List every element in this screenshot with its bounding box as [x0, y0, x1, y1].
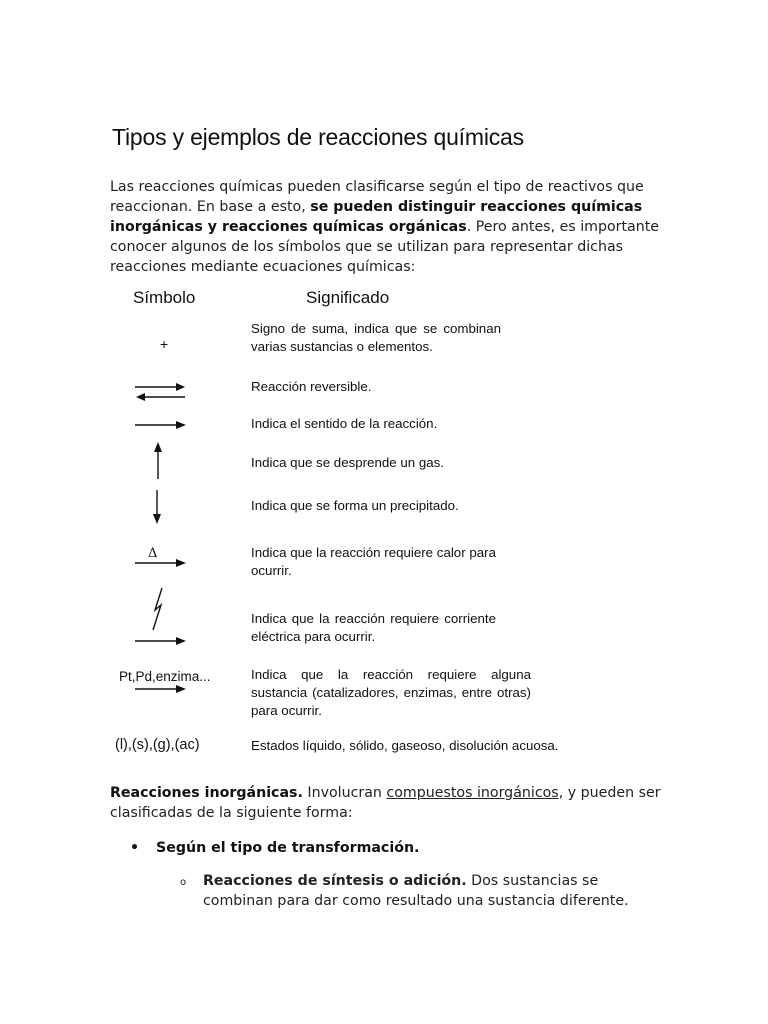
bullet-text: Según el tipo de transformación.	[156, 840, 420, 856]
intro-text: Las reacciones químicas pueden clasificarse según el tipo de reactivos que reaccionan. En base a esto,	[110, 179, 644, 215]
meaning-gas: Indica que se desprende un gas.	[251, 455, 444, 470]
electric-arrow-icon	[135, 637, 186, 645]
bullet-marker: •	[130, 840, 140, 856]
meaning-plus: Signo de suma, indica que se combinan varias sustancias o elementos.	[251, 321, 501, 354]
up-arrow-icon	[154, 442, 162, 479]
meaning-heat: Indica que la reacción requiere calor para ocurrir.	[251, 545, 496, 578]
inorganic-bold-text: Reacciones inorgánicas.	[110, 785, 303, 801]
meaning-precipitate: Indica que se forma un precipitado.	[251, 498, 459, 513]
delta-arrow-icon	[135, 559, 186, 567]
intro-bold-text: se pueden distinguir reacciones químicas inorgánicas y reacciones químicas orgánicas	[110, 199, 643, 235]
header-meaning: Significado	[306, 288, 390, 307]
inorganic-text: Involucran	[302, 785, 387, 801]
meaning-direction: Indica el sentido de la reacción.	[251, 416, 438, 431]
catalyst-arrow-icon	[135, 685, 186, 693]
inorganic-text-end: , y pueden ser clasificadas de la siguiente forma:	[110, 785, 661, 821]
down-arrow-icon	[153, 490, 161, 524]
inorganic-paragraph	[110, 783, 670, 823]
inorganic-compounds-link[interactable]: compuestos inorgánicos	[386, 785, 559, 801]
symbol-table	[105, 286, 625, 766]
right-arrow-icon	[135, 421, 186, 429]
meaning-catalyst: Indica que la reacción requiere alguna sustancia (catalizadores, enzimas, entre otras) para ocurrir.	[251, 667, 531, 718]
catalyst-symbol: Pt,Pd,enzima...	[119, 669, 211, 684]
intro-paragraph	[110, 177, 670, 277]
meaning-reversible: Reacción reversible.	[251, 379, 372, 394]
reversible-arrows-icon	[135, 383, 185, 401]
sub-bullet-bold-text: Reacciones de síntesis o adición.	[203, 873, 467, 889]
plus-symbol: +	[160, 336, 169, 352]
page-title: Tipos y ejemplos de reacciones químicas	[112, 124, 524, 150]
header-symbol: Símbolo	[133, 288, 196, 307]
sub-bullet-text: Dos sustancias se combinan para dar como resultado una sustancia diferente.	[203, 873, 629, 909]
symbols-drawing	[105, 286, 245, 766]
sub-bullet-marker: o	[180, 877, 187, 888]
meaning-electric: Indica que la reacción requiere corriente eléctrica para ocurrir.	[251, 611, 496, 644]
lightning-arrow-icon	[153, 588, 162, 630]
delta-symbol: Δ	[148, 546, 158, 561]
intro-text-end: . Pero antes, es importante conocer algunos de los símbolos que se utilizan para representar dichas reacciones mediante ecuaciones químicas:	[110, 219, 660, 275]
sub-bullet-text-block	[203, 871, 643, 911]
states-symbol: (l),(s),(g),(ac)	[115, 737, 200, 753]
meaning-states: Estados líquido, sólido, gaseoso, disolución acuosa.	[251, 738, 559, 753]
